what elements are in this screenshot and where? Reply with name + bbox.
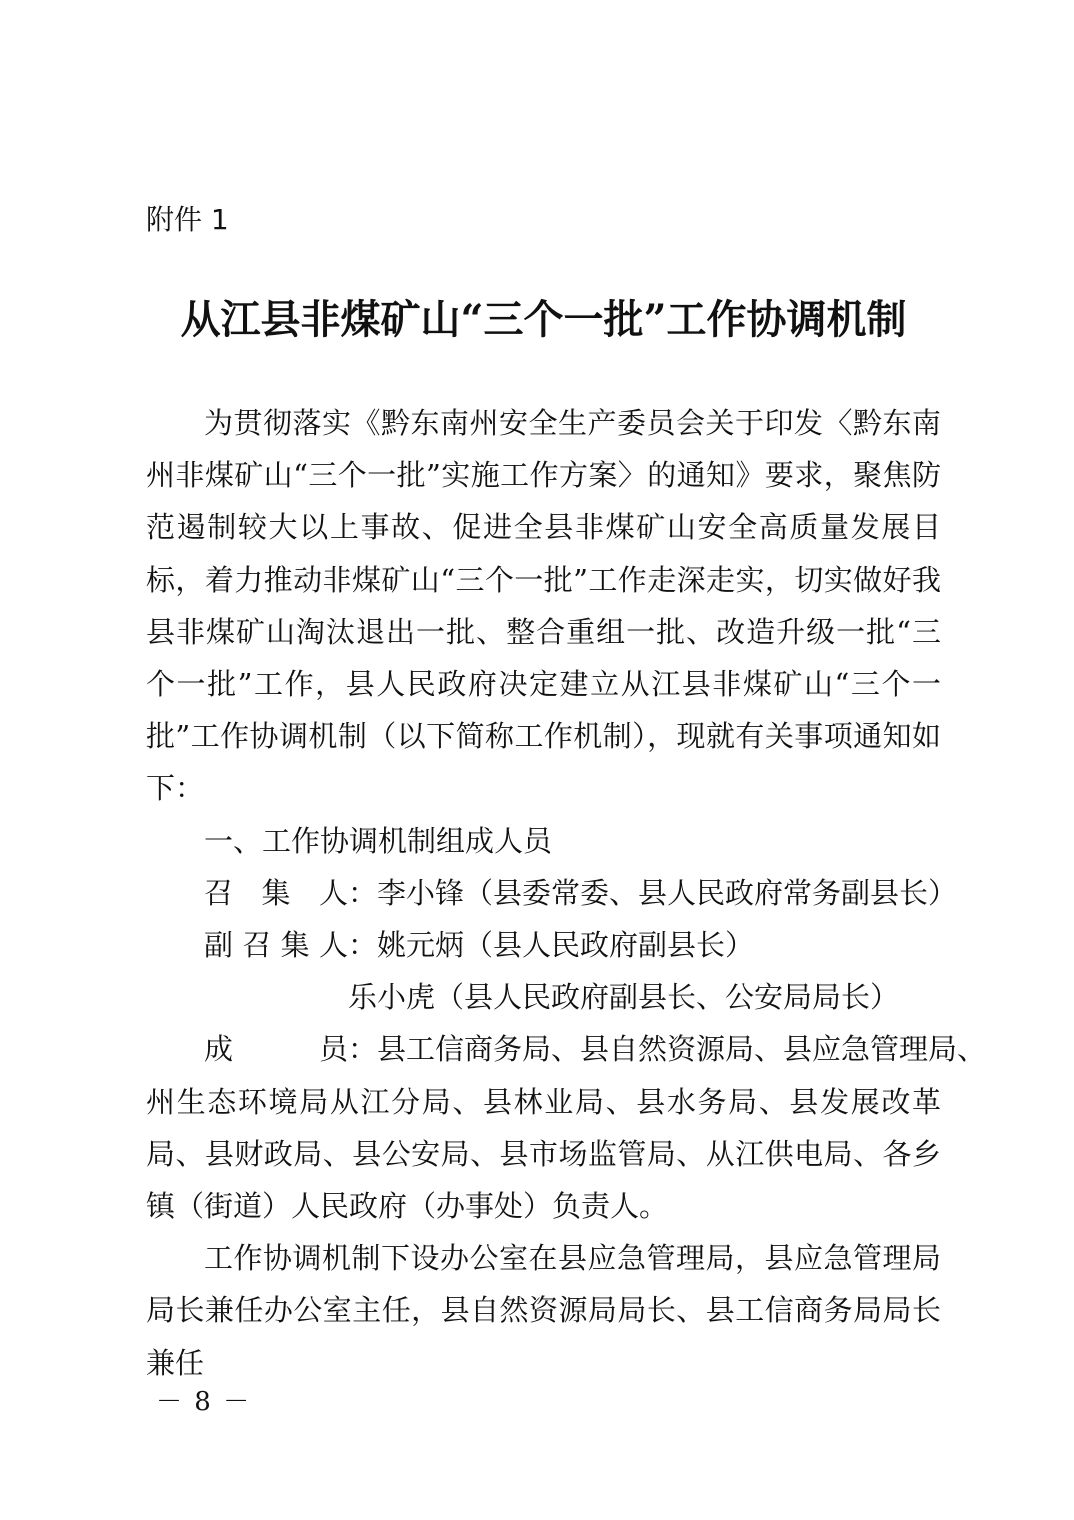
deputy-convener-row-2 [146, 971, 941, 1023]
convener-role: 召 集 人 [204, 875, 348, 910]
convener-row: 召 集 人 ： 李小锋（县委常委、县人民政府常务副县长） [146, 867, 941, 919]
attachment-label: 附件 1 [146, 203, 229, 236]
document-title: 从江县非煤矿山“三个一批”工作协调机制 [180, 296, 907, 343]
page-number: － 8 － [156, 1387, 252, 1417]
deputy-convener-name-1: 姚元炳（县人民政府副县长） [377, 928, 755, 963]
members-list-continued: 州生态环境局从江分局、县林业局、县水务局、县发展改革局、县财政局、县公安局、县市场监管局、从江供电局、各乡镇（街道）人民政府（办事处）负责人。 [146, 1084, 941, 1224]
document-body [146, 397, 987, 1389]
deputy-convener-role: 副 召 集 人 [204, 928, 348, 963]
office-paragraph: 工作协调机制下设办公室在县应急管理局，县应急管理局局长兼任办公室主任，县自然资源局局长、县工信商务局局长兼任 [146, 1241, 941, 1380]
section-heading: 一、工作协调机制组成人员 [204, 823, 553, 858]
intro-paragraph: 为贯彻落实《黔东南州安全生产委员会关于印发〈黔东南州非煤矿山“三个一批”实施工作方案〉的通知》要求，聚焦防范遏制较大以上事故、促进全县非煤矿山安全高质量发展目标，着力推动非煤矿山“三个一批”工作走深走实，切实做好我县非煤矿山淘汰退出一批、整合重组一批、改造升级一批“三个一批”工作，县人民政府决定建立从江县非煤矿山“三个一批”工作协调机制（以下简称工作机制），现就有关事项通知如下： [146, 406, 941, 806]
deputy-convener-row: 副 召 集 人 ： 姚元炳（县人民政府副县长） [146, 919, 941, 971]
deputy-convener-name-2: 乐小虎（县人民政府副县长、公安局局长） [348, 980, 900, 1015]
members-row: 成 员 ： 县工信商务局、县自然资源局、县应急管理局、 [146, 1023, 941, 1075]
members-list-first-line: 县工信商务局、县自然资源局、县应急管理局、 [377, 1032, 987, 1067]
convener-name: 李小锋（县委常委、县人民政府常务副县长） [377, 875, 958, 910]
members-role: 成 员 [204, 1032, 348, 1067]
